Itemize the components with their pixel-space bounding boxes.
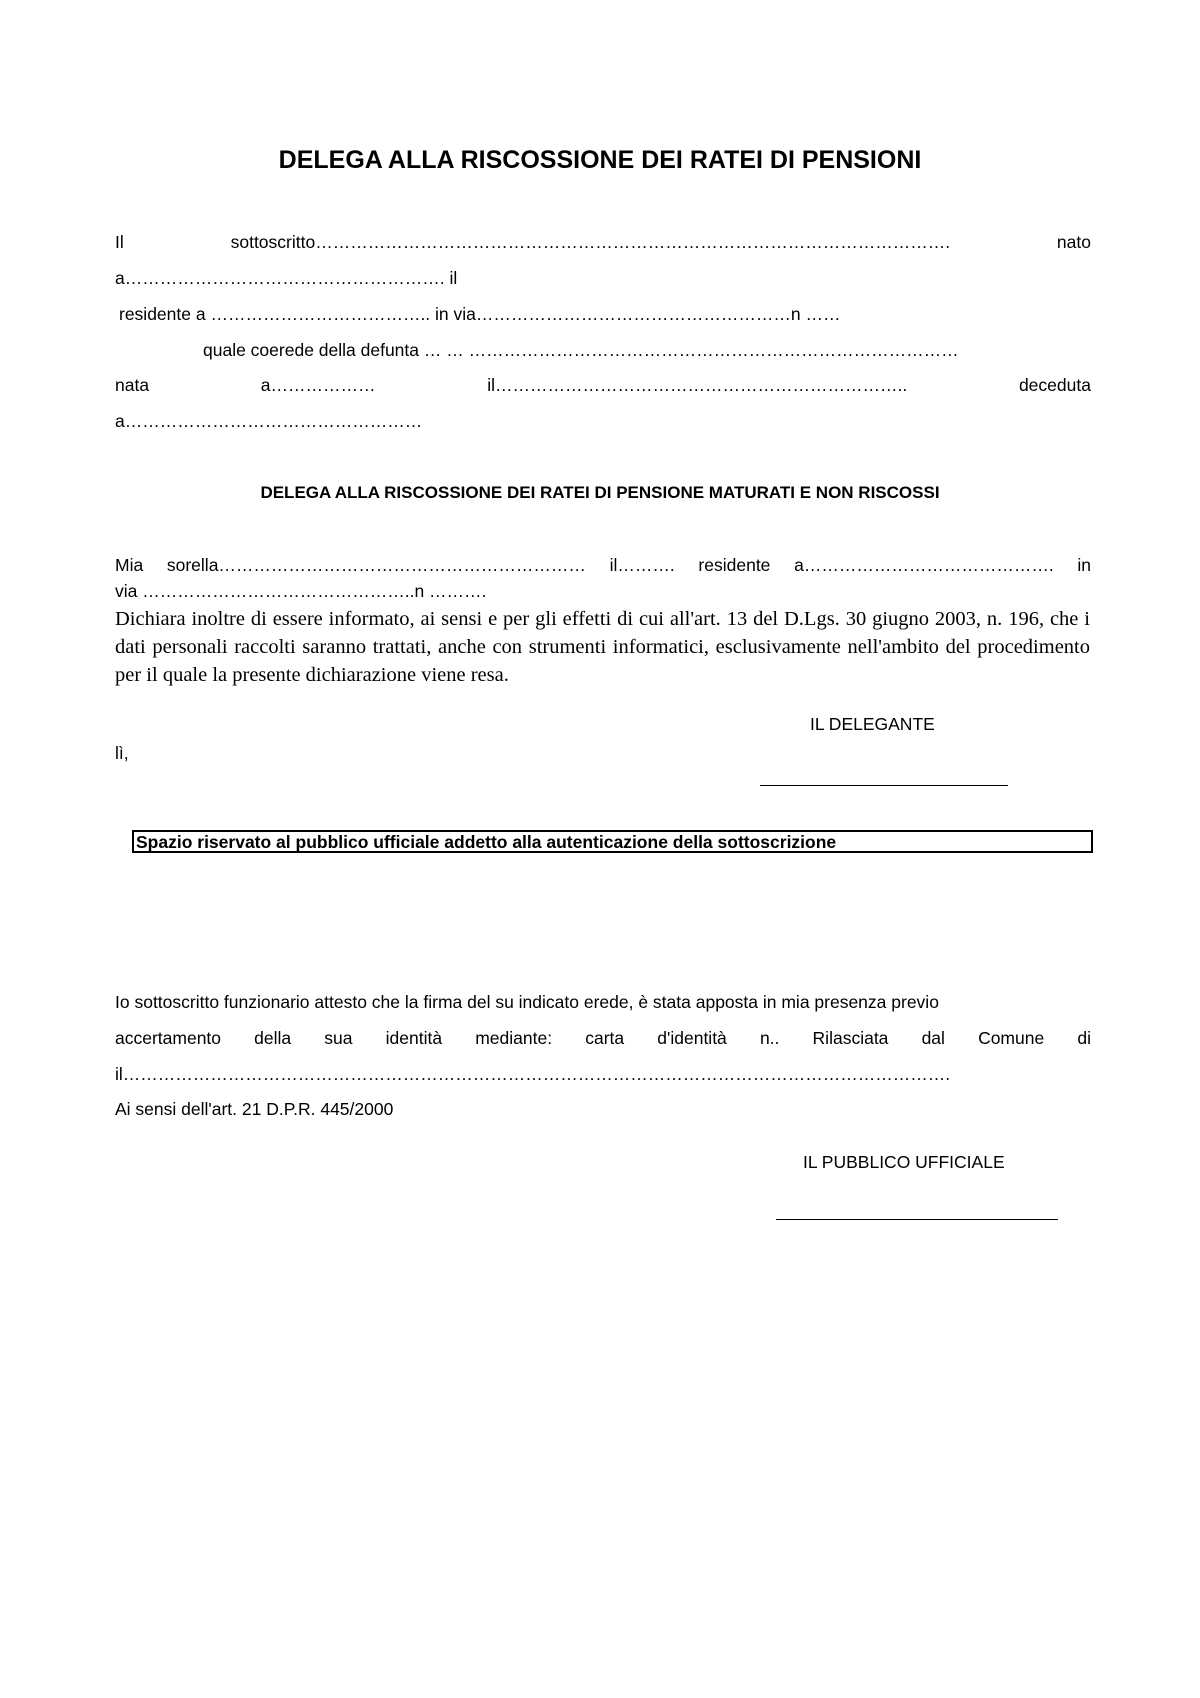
official-label: IL PUBBLICO UFFICIALE [803, 1152, 1005, 1172]
place-date-field: lì, [115, 743, 129, 763]
deceased-deceduta: deceduta [1018, 375, 1091, 395]
delegate-residence-place: a……………………………………. [794, 555, 1054, 575]
attestation-word: identità [385, 1028, 443, 1048]
attestation-word: n.. [759, 1028, 780, 1048]
attestation-word: Rilasciata [812, 1028, 889, 1048]
deceased-birthdate: il…………………………………………………………….. [487, 375, 908, 395]
attestation-word: di [1077, 1028, 1091, 1048]
attestation-word: accertamento [115, 1028, 222, 1048]
attestation-word: della [254, 1028, 292, 1048]
delegate-mia: Mia [115, 555, 144, 575]
reserved-box: Spazio riservato al pubblico ufficiale addetto alla autenticazione della sottoscrizione [132, 830, 1093, 853]
deceased-deathplace-line: a…………………………………………… [115, 411, 423, 431]
attestation-word: Comune [978, 1028, 1045, 1048]
declarant-birthplace-line: a………………………………………………. il [115, 268, 458, 288]
deceased-name-line: quale coerede della defunta … … ………………………………………………………………………… [203, 340, 959, 360]
privacy-statement: Dichiara inoltre di essere informato, ai sensi e per gli effetti di cui all'art. 13 del D.Lgs. 30 giugno 2003, n. 196, che i dati personali raccolti saranno trattati, anche con strumenti informatici, esclusivamente nell'ambito del procedimento per il quale la presente dichiarazione viene resa. [115, 608, 1090, 686]
official-signature-line [776, 1219, 1058, 1220]
attestation-line-1: Io sottoscritto funzionario attesto che la firma del su indicato erede, è stata apposta in mia presenza previo [115, 992, 939, 1012]
attestation-word: carta [585, 1028, 625, 1048]
delegate-birthdate: il………. [609, 555, 675, 575]
attestation-line-3: il……………………………………………………………………………………………………………………………. [115, 1064, 951, 1084]
attestation-word: dal [921, 1028, 945, 1048]
attestation-legal-ref: Ai sensi dell'art. 21 D.P.R. 445/2000 [115, 1099, 394, 1119]
attestation-word: d'identità [657, 1028, 727, 1048]
deceased-nata: nata [115, 375, 150, 395]
delegante-label: IL DELEGANTE [810, 714, 935, 734]
deceased-birthplace: a……………… [260, 375, 376, 395]
declarant-name-field: sottoscritto………………………………………………………………………………………………. [230, 232, 951, 252]
attestation-line-2 [115, 1028, 1091, 1049]
delegate-address-line: via ………………………………………..n ………. [115, 581, 487, 601]
declarant-nato: nato [1056, 232, 1091, 252]
delegate-sister-name: sorella……………………………………………………… [166, 555, 586, 575]
delegate-line-1 [115, 555, 1091, 576]
section-subtitle: DELEGA ALLA RISCOSSIONE DEI RATEI DI PENSIONE MATURATI E NON RISCOSSI [260, 483, 940, 502]
delegate-in: in [1077, 555, 1091, 575]
delegante-signature-line [760, 785, 1008, 786]
delegate-residente: residente [698, 555, 771, 575]
declarant-line-1 [115, 232, 1091, 253]
attestation-word: sua [324, 1028, 353, 1048]
document-title: DELEGA ALLA RISCOSSIONE DEI RATEI DI PENSIONI [278, 146, 922, 174]
declarant-residence-line: residente a ……………………………….. in via………………………………………………n …… [119, 304, 841, 324]
deceased-birth-death-line [115, 375, 1091, 396]
attestation-word: mediante: [475, 1028, 553, 1048]
declarant-il: Il [115, 232, 124, 252]
